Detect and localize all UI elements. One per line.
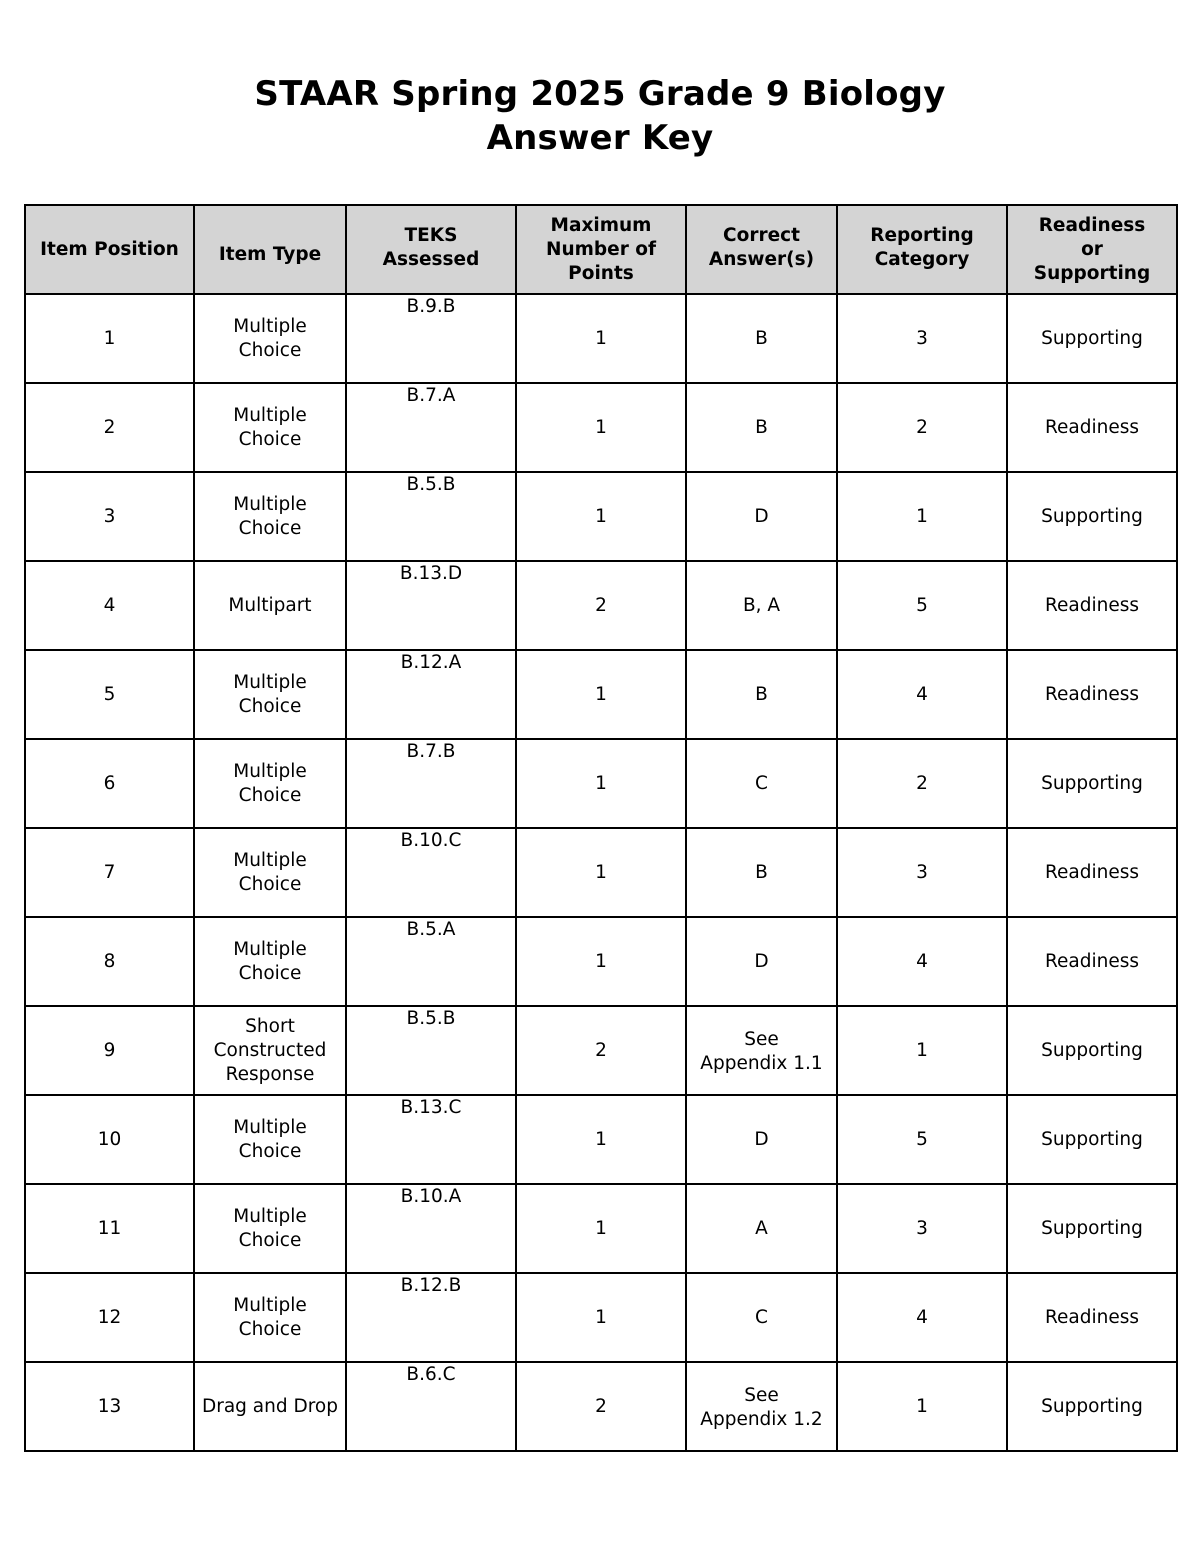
cell-item-type: Multiple Choice xyxy=(194,650,346,739)
cell-maximum-points: 1 xyxy=(516,739,686,828)
cell-item-type: Multiple Choice xyxy=(194,1184,346,1273)
cell-maximum-points: 1 xyxy=(516,383,686,472)
cell-readiness-supporting: Supporting xyxy=(1007,294,1177,383)
table-row xyxy=(25,917,1177,1006)
cell-reporting-category: 5 xyxy=(837,1095,1007,1184)
table-row xyxy=(25,1273,1177,1362)
cell-readiness-supporting: Readiness xyxy=(1007,383,1177,472)
cell-item-type: Drag and Drop xyxy=(194,1362,346,1451)
table-row xyxy=(25,1006,1177,1095)
cell-correct-answer: C xyxy=(686,1273,837,1362)
cell-item-position: 10 xyxy=(25,1095,194,1184)
cell-maximum-points: 2 xyxy=(516,561,686,650)
cell-correct-answer: A xyxy=(686,1184,837,1273)
cell-item-position: 1 xyxy=(25,294,194,383)
table-row xyxy=(25,650,1177,739)
table-row xyxy=(25,739,1177,828)
cell-item-position: 6 xyxy=(25,739,194,828)
cell-teks-assessed: B.6.C xyxy=(346,1362,516,1451)
cell-item-type: Multiple Choice xyxy=(194,739,346,828)
cell-reporting-category: 3 xyxy=(837,1184,1007,1273)
cell-correct-answer: B xyxy=(686,650,837,739)
answer-key-table xyxy=(24,204,1178,1452)
cell-maximum-points: 1 xyxy=(516,1184,686,1273)
table-row xyxy=(25,828,1177,917)
header-reporting-category: Reporting Category xyxy=(837,205,1007,294)
cell-reporting-category: 1 xyxy=(837,1006,1007,1095)
cell-reporting-category: 2 xyxy=(837,739,1007,828)
cell-correct-answer: B xyxy=(686,828,837,917)
cell-readiness-supporting: Readiness xyxy=(1007,917,1177,1006)
cell-maximum-points: 1 xyxy=(516,472,686,561)
cell-item-position: 9 xyxy=(25,1006,194,1095)
cell-item-position: 2 xyxy=(25,383,194,472)
cell-readiness-supporting: Supporting xyxy=(1007,472,1177,561)
table-row xyxy=(25,383,1177,472)
cell-maximum-points: 1 xyxy=(516,1095,686,1184)
cell-correct-answer: D xyxy=(686,917,837,1006)
cell-maximum-points: 1 xyxy=(516,650,686,739)
cell-item-type: Multiple Choice xyxy=(194,1273,346,1362)
table-body xyxy=(25,294,1177,1451)
cell-teks-assessed: B.13.D xyxy=(346,561,516,650)
cell-maximum-points: 1 xyxy=(516,294,686,383)
cell-readiness-supporting: Readiness xyxy=(1007,561,1177,650)
cell-reporting-category: 3 xyxy=(837,828,1007,917)
cell-correct-answer: See Appendix 1.1 xyxy=(686,1006,837,1095)
title-line-2: Answer Key xyxy=(486,118,714,158)
header-readiness-supporting: Readiness or Supporting xyxy=(1007,205,1177,294)
cell-maximum-points: 2 xyxy=(516,1362,686,1451)
cell-reporting-category: 1 xyxy=(837,472,1007,561)
table-row xyxy=(25,1362,1177,1451)
table-header xyxy=(25,205,1177,294)
header-correct-answers: Correct Answer(s) xyxy=(686,205,837,294)
cell-item-type: Multiple Choice xyxy=(194,917,346,1006)
cell-readiness-supporting: Supporting xyxy=(1007,1362,1177,1451)
cell-teks-assessed: B.10.A xyxy=(346,1184,516,1273)
title-line-1: STAAR Spring 2025 Grade 9 Biology xyxy=(254,74,946,114)
cell-item-position: 8 xyxy=(25,917,194,1006)
cell-reporting-category: 3 xyxy=(837,294,1007,383)
cell-item-position: 4 xyxy=(25,561,194,650)
cell-readiness-supporting: Supporting xyxy=(1007,1006,1177,1095)
cell-maximum-points: 2 xyxy=(516,1006,686,1095)
table-row xyxy=(25,1095,1177,1184)
cell-item-position: 12 xyxy=(25,1273,194,1362)
header-teks-assessed: TEKS Assessed xyxy=(346,205,516,294)
cell-reporting-category: 4 xyxy=(837,917,1007,1006)
cell-item-type: Multiple Choice xyxy=(194,472,346,561)
cell-reporting-category: 4 xyxy=(837,650,1007,739)
cell-teks-assessed: B.12.A xyxy=(346,650,516,739)
cell-correct-answer: See Appendix 1.2 xyxy=(686,1362,837,1451)
cell-correct-answer: D xyxy=(686,1095,837,1184)
cell-correct-answer: C xyxy=(686,739,837,828)
header-maximum-points: Maximum Number of Points xyxy=(516,205,686,294)
cell-readiness-supporting: Readiness xyxy=(1007,650,1177,739)
cell-item-position: 7 xyxy=(25,828,194,917)
cell-readiness-supporting: Supporting xyxy=(1007,1184,1177,1273)
cell-item-type: Multiple Choice xyxy=(194,383,346,472)
page-title xyxy=(0,72,1200,160)
cell-readiness-supporting: Supporting xyxy=(1007,1095,1177,1184)
cell-item-type: Multipart xyxy=(194,561,346,650)
header-item-position: Item Position xyxy=(25,205,194,294)
cell-teks-assessed: B.9.B xyxy=(346,294,516,383)
cell-teks-assessed: B.5.B xyxy=(346,1006,516,1095)
cell-reporting-category: 1 xyxy=(837,1362,1007,1451)
cell-teks-assessed: B.7.A xyxy=(346,383,516,472)
cell-correct-answer: B, A xyxy=(686,561,837,650)
cell-correct-answer: D xyxy=(686,472,837,561)
cell-maximum-points: 1 xyxy=(516,917,686,1006)
cell-maximum-points: 1 xyxy=(516,828,686,917)
header-row xyxy=(25,205,1177,294)
cell-readiness-supporting: Readiness xyxy=(1007,828,1177,917)
cell-teks-assessed: B.5.A xyxy=(346,917,516,1006)
cell-teks-assessed: B.12.B xyxy=(346,1273,516,1362)
cell-reporting-category: 2 xyxy=(837,383,1007,472)
cell-readiness-supporting: Supporting xyxy=(1007,739,1177,828)
cell-correct-answer: B xyxy=(686,294,837,383)
cell-item-type: Short Constructed Response xyxy=(194,1006,346,1095)
table-row xyxy=(25,472,1177,561)
cell-correct-answer: B xyxy=(686,383,837,472)
cell-item-type: Multiple Choice xyxy=(194,828,346,917)
cell-item-type: Multiple Choice xyxy=(194,1095,346,1184)
cell-teks-assessed: B.7.B xyxy=(346,739,516,828)
cell-item-type: Multiple Choice xyxy=(194,294,346,383)
table-row xyxy=(25,561,1177,650)
table-row xyxy=(25,1184,1177,1273)
cell-teks-assessed: B.10.C xyxy=(346,828,516,917)
table-row xyxy=(25,294,1177,383)
cell-maximum-points: 1 xyxy=(516,1273,686,1362)
cell-reporting-category: 4 xyxy=(837,1273,1007,1362)
cell-item-position: 11 xyxy=(25,1184,194,1273)
cell-item-position: 13 xyxy=(25,1362,194,1451)
cell-item-position: 3 xyxy=(25,472,194,561)
cell-reporting-category: 5 xyxy=(837,561,1007,650)
cell-teks-assessed: B.5.B xyxy=(346,472,516,561)
cell-readiness-supporting: Readiness xyxy=(1007,1273,1177,1362)
cell-teks-assessed: B.13.C xyxy=(346,1095,516,1184)
cell-item-position: 5 xyxy=(25,650,194,739)
header-item-type: Item Type xyxy=(194,205,346,294)
